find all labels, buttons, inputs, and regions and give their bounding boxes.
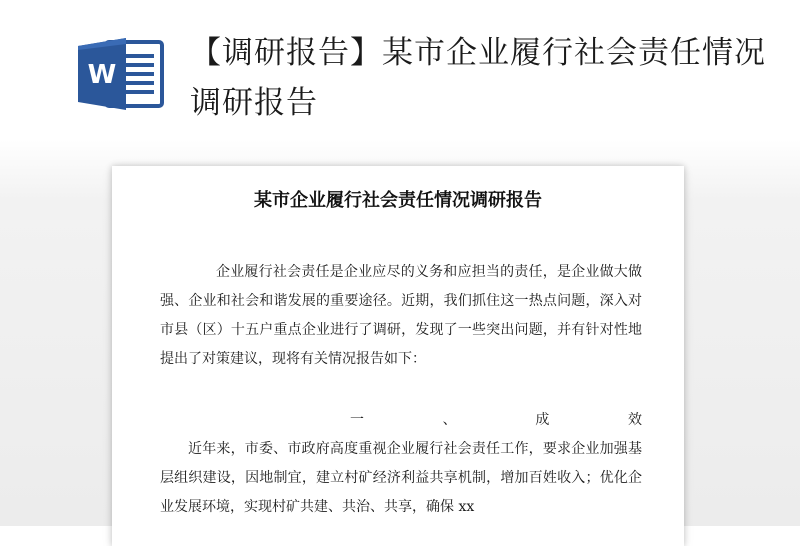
document-page (112, 166, 684, 546)
svg-text:W: W (87, 60, 117, 90)
paragraph-intro: 企业履行社会责任是企业应尽的义务和应担当的责任，是企业做大做强、企业和社会和谐发展的重要途径。近期，我们抓住这一热点问题，深入对市县（区）十五户重点企业进行了调研，发现了一些突出问题，并有针对性地提出了对策建议，现将有关情况报告如下： (160, 264, 642, 367)
section-heading-char: 一 (350, 412, 364, 428)
paragraph-results: 近年来，市委、市政府高度重视企业履行社会责任工作，要求企业加强基层组织建设，因地制宜，建立村矿经济利益共享机制，增加百姓收入；优化企业发展环境，实现村矿共建、共治、共享，确保 xx (160, 441, 642, 515)
section-heading-char: 效 (627, 412, 642, 428)
section-heading-char: 、 (442, 412, 457, 428)
word-document-icon (76, 36, 166, 112)
section-heading (160, 406, 642, 435)
document-title: 某市企业履行社会责任情况调研报告 (254, 190, 542, 211)
section-heading-char: 成 (535, 412, 550, 428)
header (0, 0, 800, 140)
page-title: 【调研报告】某市企业履行社会责任情况调研报告 (190, 35, 766, 121)
